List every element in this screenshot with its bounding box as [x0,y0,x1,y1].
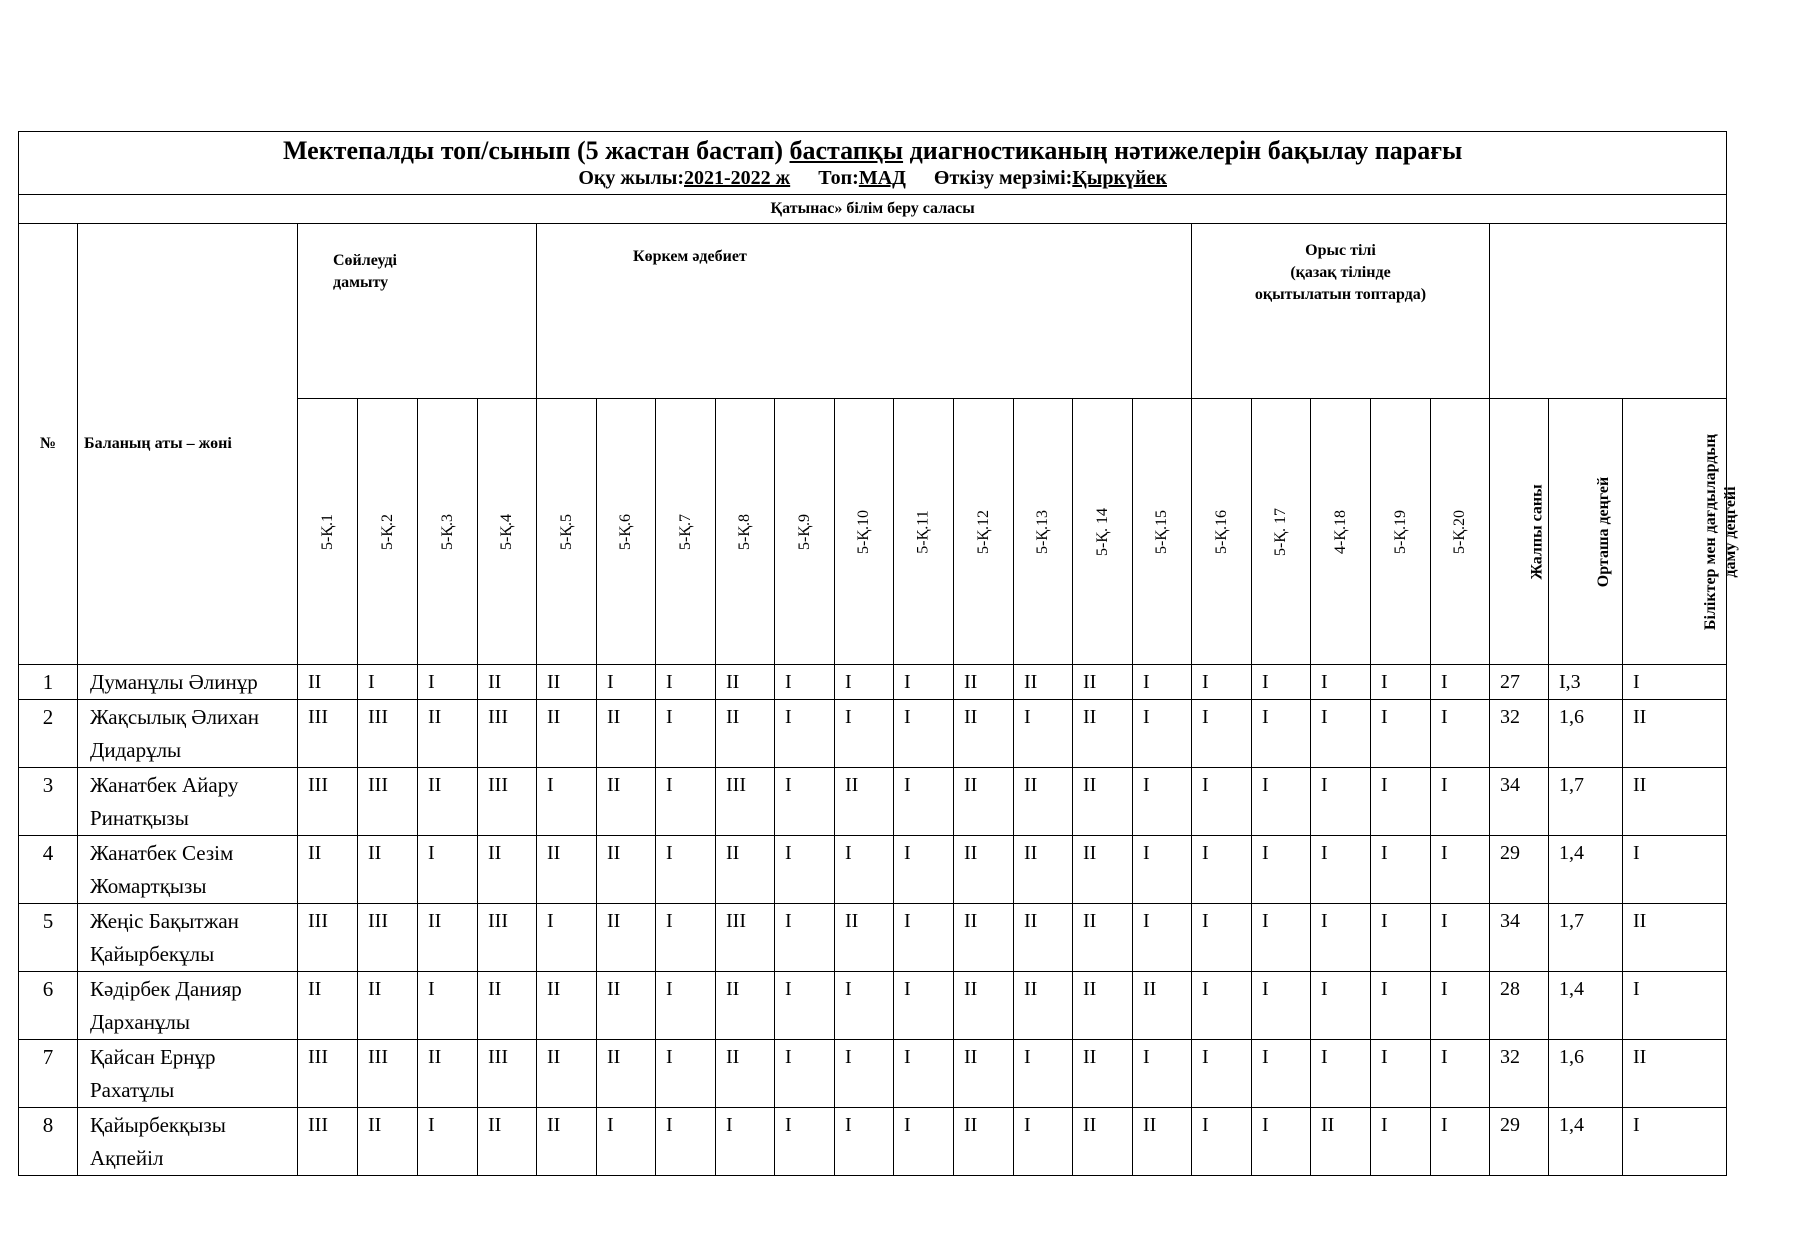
score-cell: I [894,1108,954,1176]
child-name: Қайырбекқызы Ақпейіл [78,1108,298,1176]
group1-line2: дамыту [333,274,389,291]
score-cell: I [1192,836,1252,904]
row-number: 2 [19,700,78,768]
code-label: 5-Қ. 17 [1272,507,1289,556]
title-part-1: Мектепалды топ/сынып (5 жастан бастап) [282,136,790,165]
score-cell: II [954,768,1014,836]
score-cell: II [1073,836,1133,904]
total-cell: 34 [1490,904,1549,972]
row-number: 6 [19,972,78,1040]
score-cell: I [1371,836,1431,904]
score-cell: II [418,904,478,972]
average-cell: 1,7 [1549,904,1623,972]
code-label: 4-Қ.18 [1331,509,1349,554]
code-label: 5-Қ.9 [795,513,813,550]
header-code-7 [656,399,716,665]
average-cell: I,3 [1549,665,1623,700]
score-cell: II [1133,1108,1192,1176]
score-cell: I [656,972,716,1040]
score-cell: II [954,1040,1014,1108]
score-cell: I [1311,836,1371,904]
score-cell: III [358,700,418,768]
score-cell: I [1014,1108,1073,1176]
score-cell: I [1371,700,1431,768]
score-cell: II [835,904,894,972]
score-cell: I [656,700,716,768]
score-cell: I [1252,768,1311,836]
score-cell: I [1431,836,1490,904]
score-cell: I [1371,904,1431,972]
score-cell: II [954,904,1014,972]
level-line1: Біліктер мен дағдылардың [1702,433,1720,630]
header-code-15 [1133,399,1192,665]
diagnostic-results-table [18,131,1740,1176]
header-code-8 [716,399,775,665]
score-cell: I [1133,1040,1192,1108]
score-cell: I [1133,665,1192,700]
header-total [1490,399,1549,665]
score-cell: II [298,836,358,904]
code-label: 5-Қ.11 [914,509,932,554]
header-code-11 [894,399,954,665]
score-cell: I [1133,836,1192,904]
total-cell: 32 [1490,700,1549,768]
header-code-14 [1073,399,1133,665]
score-cell: I [1311,1040,1371,1108]
sheet-subtitle [19,166,1726,190]
score-cell: II [597,904,656,972]
sheet-title-cell [19,132,1727,195]
child-name: Думанұлы Әлинұр [78,665,298,700]
score-cell: I [537,904,597,972]
level-cell: I [1623,665,1727,700]
score-cell: II [597,836,656,904]
score-cell: I [775,768,835,836]
code-label: 5-Қ.13 [1034,509,1051,554]
header-code-13 [1014,399,1073,665]
header-summary-blank [1490,224,1727,399]
score-cell: I [1192,1040,1252,1108]
score-cell: I [1371,768,1431,836]
score-cell: III [478,700,537,768]
child-name: Кәдірбек Данияр Дарханұлы [78,972,298,1040]
score-cell: II [1014,665,1073,700]
average-cell: 1,4 [1549,1108,1623,1176]
table-row [19,700,1727,768]
row-number: 7 [19,1040,78,1108]
score-cell: II [1073,1040,1133,1108]
score-cell: II [954,665,1014,700]
header-code-20 [1431,399,1490,665]
score-cell: III [298,700,358,768]
score-cell: II [418,768,478,836]
score-cell: III [298,1040,358,1108]
row-number: 1 [19,665,78,700]
header-child-name: Баланың аты – жөні [78,224,298,665]
score-cell: I [1431,1040,1490,1108]
score-cell: I [1192,768,1252,836]
child-name: Жеңіс Бақытжан Қайырбекұлы [78,904,298,972]
score-cell: I [835,1108,894,1176]
score-cell: I [656,1040,716,1108]
score-cell: I [1252,700,1311,768]
score-cell: I [1192,665,1252,700]
score-cell: III [298,1108,358,1176]
score-cell: II [537,665,597,700]
score-cell: II [716,972,775,1040]
score-cell: I [1252,1108,1311,1176]
table-row [19,1108,1727,1176]
score-cell: I [894,665,954,700]
average-cell: 1,6 [1549,1040,1623,1108]
header-code-16 [1192,399,1252,665]
code-label: 5-Қ.12 [974,509,992,554]
score-cell: I [835,1040,894,1108]
header-code-3 [418,399,478,665]
code-label: 5-Қ.16 [1212,509,1230,554]
header-speech-development [298,224,537,399]
score-cell: II [597,768,656,836]
score-cell: I [1311,972,1371,1040]
header-code-12 [954,399,1014,665]
header-code-10 [835,399,894,665]
score-cell: II [1073,972,1133,1040]
header-code-9 [775,399,835,665]
score-cell: I [1431,665,1490,700]
score-cell: II [418,1040,478,1108]
code-label: 5-Қ.1 [318,513,336,550]
child-name: Қайсан Ернұр Рахатұлы [78,1040,298,1108]
score-cell: I [1133,904,1192,972]
period-label: Өткізу мерзімі: [933,167,1073,189]
header-code-5 [537,399,597,665]
score-cell: I [1311,700,1371,768]
score-cell: I [418,665,478,700]
code-label: 5-Қ.3 [438,513,456,550]
group2-label: Көркем әдебиет [633,248,747,265]
level-cell: II [1623,904,1727,972]
score-cell: I [1371,1040,1431,1108]
group-value: МАД [858,167,906,189]
average-cell: 1,4 [1549,972,1623,1040]
score-cell: II [597,1040,656,1108]
score-cell: III [478,904,537,972]
level-cell: I [1623,1108,1727,1176]
score-cell: II [298,972,358,1040]
score-cell: III [716,768,775,836]
score-cell: I [775,972,835,1040]
score-cell: I [894,972,954,1040]
score-cell: I [1431,904,1490,972]
header-code-6 [597,399,656,665]
average-cell: 1,4 [1549,836,1623,904]
score-cell: II [478,972,537,1040]
score-cell: II [835,768,894,836]
table-row [19,972,1727,1040]
score-cell: I [1431,700,1490,768]
score-cell: II [954,836,1014,904]
code-label: 5-Қ.15 [1153,509,1170,554]
average-label: Орташа деңгей [1595,476,1613,587]
score-cell: I [1252,836,1311,904]
score-cell: I [537,768,597,836]
score-cell: II [597,700,656,768]
code-label: 5-Қ.4 [498,513,515,550]
table-row [19,904,1727,972]
header-code-18 [1311,399,1371,665]
score-cell: I [1252,904,1311,972]
code-label: 5-Қ.20 [1451,509,1468,554]
total-cell: 29 [1490,1108,1549,1176]
table-row [19,836,1727,904]
score-cell: I [894,904,954,972]
score-cell: I [775,1108,835,1176]
total-cell: 29 [1490,836,1549,904]
score-cell: II [1073,1108,1133,1176]
score-cell: I [656,1108,716,1176]
score-cell: I [1192,1108,1252,1176]
score-cell: III [478,768,537,836]
row-number: 5 [19,904,78,972]
score-cell: I [775,1040,835,1108]
score-cell: II [1014,904,1073,972]
score-cell: III [358,768,418,836]
score-cell: I [656,665,716,700]
header-code-1 [298,399,358,665]
score-cell: I [1311,904,1371,972]
group-label: Топ: [818,167,859,189]
level-cell: II [1623,1040,1727,1108]
child-name: Жанатбек Айару Ринатқызы [78,768,298,836]
score-cell: I [418,836,478,904]
score-cell: II [716,700,775,768]
score-cell: II [954,1108,1014,1176]
total-cell: 32 [1490,1040,1549,1108]
average-cell: 1,7 [1549,768,1623,836]
header-code-2 [358,399,418,665]
score-cell: I [1133,700,1192,768]
code-label: 5-Қ.10 [855,509,872,554]
level-cell: I [1623,972,1727,1040]
header-code-17 [1252,399,1311,665]
score-cell: II [537,1040,597,1108]
score-cell: II [358,1108,418,1176]
score-cell: II [478,1108,537,1176]
score-cell: II [1073,700,1133,768]
score-cell: I [835,972,894,1040]
score-cell: I [1431,768,1490,836]
header-average [1549,399,1623,665]
score-cell: I [775,700,835,768]
score-cell: II [1073,665,1133,700]
child-name: Жанатбек Сезім Жомартқызы [78,836,298,904]
average-cell: 1,6 [1549,700,1623,768]
score-cell: I [358,665,418,700]
score-cell: I [1311,665,1371,700]
row-number: 3 [19,768,78,836]
score-cell: III [716,904,775,972]
score-cell: I [835,836,894,904]
score-cell: I [1431,972,1490,1040]
level-cell: II [1623,768,1727,836]
score-cell: I [1014,1040,1073,1108]
score-cell: I [775,904,835,972]
score-cell: I [597,665,656,700]
total-label: Жалпы саны [1528,483,1546,580]
score-cell: I [1431,1108,1490,1176]
group3-line1: Орыс тілі [1305,242,1376,259]
score-cell: II [1073,904,1133,972]
header-fiction [537,224,1192,399]
score-cell: II [954,972,1014,1040]
score-cell: I [1014,700,1073,768]
total-cell: 27 [1490,665,1549,700]
score-cell: III [298,768,358,836]
total-cell: 28 [1490,972,1549,1040]
score-cell: II [1073,768,1133,836]
score-cell: I [894,836,954,904]
score-cell: I [775,665,835,700]
code-label: 5-Қ.2 [378,513,396,550]
score-cell: I [1192,904,1252,972]
score-cell: II [1014,836,1073,904]
score-cell: III [358,904,418,972]
score-cell: II [418,700,478,768]
score-cell: II [537,972,597,1040]
score-cell: I [835,665,894,700]
title-part-underlined: бастапқы [789,136,904,165]
score-cell: I [1371,972,1431,1040]
score-cell: I [1311,768,1371,836]
score-cell: II [1014,768,1073,836]
year-label: Оқу жылы: [578,167,685,189]
score-cell: I [597,1108,656,1176]
score-cell: I [1192,972,1252,1040]
score-cell: I [1133,768,1192,836]
header-code-19 [1371,399,1431,665]
score-cell: I [656,768,716,836]
period-value: Қыркүйек [1072,167,1167,189]
score-cell: II [478,665,537,700]
row-number: 8 [19,1108,78,1176]
score-cell: I [1252,665,1311,700]
score-cell: II [537,1108,597,1176]
group1-line1: Сөйлеуді [333,252,397,269]
score-cell: II [298,665,358,700]
score-cell: I [418,972,478,1040]
header-code-4 [478,399,537,665]
score-cell: II [537,700,597,768]
row-number: 4 [19,836,78,904]
score-cell: II [597,972,656,1040]
table-row [19,665,1727,700]
score-cell: II [537,836,597,904]
code-label: 5-Қ.6 [617,513,634,550]
score-cell: I [894,700,954,768]
header-skill-level [1623,399,1740,665]
group3-line3: оқытылатын топтарда) [1254,286,1427,303]
total-cell: 34 [1490,768,1549,836]
score-cell: I [894,768,954,836]
table-row [19,1040,1727,1108]
header-number: № [19,224,78,665]
group3-line2: (қазақ тілінде [1290,264,1391,281]
level-line2: даму деңгейі [1722,485,1740,578]
table-row [19,768,1727,836]
score-cell: I [775,836,835,904]
year-value: 2021-2022 ж [684,167,791,189]
skill-level-label [1701,433,1741,629]
score-cell: I [1192,700,1252,768]
score-cell: II [358,972,418,1040]
score-cell: II [716,1040,775,1108]
child-name: Жақсылық Әлихан Дидарұлы [78,700,298,768]
score-cell: II [1014,972,1073,1040]
score-cell: II [1311,1108,1371,1176]
score-cell: II [358,836,418,904]
code-label: 5-Қ.8 [736,513,753,550]
score-cell: II [478,836,537,904]
score-cell: I [1371,665,1431,700]
level-cell: II [1623,700,1727,768]
score-cell: I [894,1040,954,1108]
header-russian-language [1192,224,1490,399]
code-label: 5-Қ.19 [1391,509,1409,554]
score-cell: I [1252,972,1311,1040]
score-cell: I [1252,1040,1311,1108]
code-label: 5-Қ. 14 [1093,507,1111,556]
score-cell: II [1133,972,1192,1040]
title-part-2: диагностиканың нәтижелерін бақылау парағы [903,136,1463,165]
score-cell: II [954,700,1014,768]
sheet-title [19,132,1726,166]
score-cell: I [418,1108,478,1176]
score-cell: I [716,1108,775,1176]
education-area: Қатынас» білім беру саласы [19,195,1727,224]
score-cell: II [716,665,775,700]
score-cell: I [1371,1108,1431,1176]
level-cell: I [1623,836,1727,904]
score-cell: I [656,904,716,972]
score-cell: II [716,836,775,904]
score-cell: III [358,1040,418,1108]
code-label: 5-Қ.5 [557,513,575,550]
score-cell: III [298,904,358,972]
code-label: 5-Қ.7 [676,513,694,550]
score-cell: I [656,836,716,904]
score-cell: I [835,700,894,768]
score-cell: III [478,1040,537,1108]
